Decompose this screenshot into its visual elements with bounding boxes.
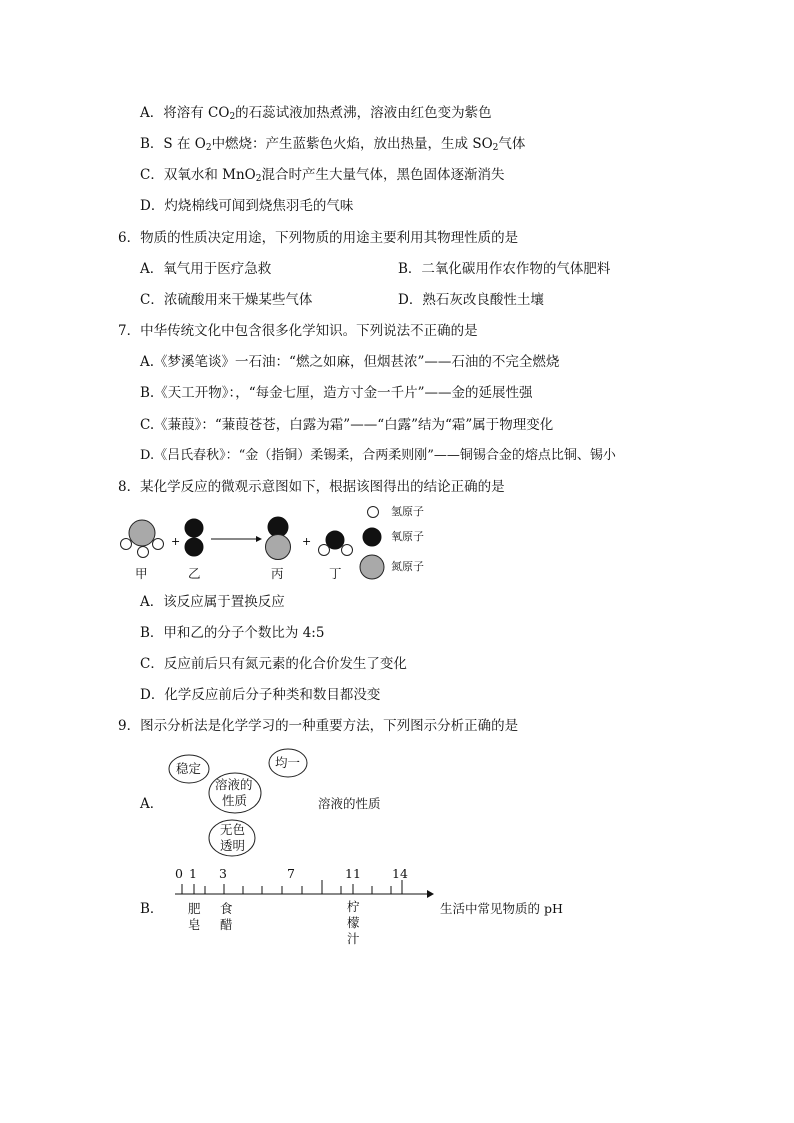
ph-tick-7: 7 (287, 866, 295, 881)
q9-stem: 9．图示分析法是化学学习的一种重要方法，下列图示分析正确的是 (118, 718, 519, 734)
q5-option-a: A．将溶有 $CO_2$的石蕊试液加热煮沸，溶液由红色变为紫色 (140, 105, 492, 122)
q8-option-c: C．反应前后只有氮元素的化合价发生了变化 (140, 656, 407, 672)
q7-option-c: C.《蒹葭》：“蒹葭苍苍，白露为霜”——“白露”结为“霜”属于物理变化 (140, 417, 554, 433)
q9-a-caption: 溶液的性质 (318, 796, 381, 811)
reaction-arrow (211, 536, 262, 542)
legend-o-label: 氧原子 (391, 530, 424, 543)
item-lemon-2: 檬 (347, 915, 360, 930)
molecule-yi (185, 519, 203, 556)
ph-tick-1: 1 (189, 866, 197, 881)
molecule-jia (121, 520, 164, 558)
legend-h-label: 氢原子 (391, 505, 424, 518)
q5-option-d: D．灼烧棉线可闻到烧焦羽毛的气味 (140, 198, 354, 214)
q6-option-a: A．氧气用于医疗急救 (140, 261, 272, 277)
q7-option-a: A.《梦溪笔谈》一石油：“燃之如麻，但烟甚浓”——石油的不完全燃烧 (140, 354, 560, 370)
item-soap-1: 肥 (188, 901, 201, 916)
bubble-stable-text: 稳定 (176, 761, 202, 776)
item-lemon-1: 柠 (347, 899, 360, 914)
q9-b-caption: 生活中常见物质的 pH (440, 901, 563, 916)
q7-stem: 7．中华传统文化中包含很多化学知识。下列说法不正确的是 (118, 323, 478, 339)
item-vinegar-2: 醋 (220, 917, 233, 932)
q7-option-d: D.《吕氏春秋》：“金（指铜）柔锡柔，合两柔则刚”——铜锡合金的熔点比铜、锡小 (140, 448, 616, 463)
bubble-clear-text-1: 无色 (220, 822, 246, 837)
molecule-ding (319, 531, 353, 556)
bubble-clear-text-2: 透明 (220, 838, 246, 853)
q8-option-b: B．甲和乙的分子个数比为 4:5 (140, 625, 325, 641)
ph-tick-0: 0 (175, 866, 183, 881)
q6-option-d: D．熟石灰改良酸性土壤 (398, 292, 544, 308)
q9-option-a-label: A． (140, 796, 164, 812)
ph-tick-3: 3 (219, 866, 227, 881)
q5-option-b: B．S 在 $O_2$中燃烧：产生蓝紫色火焰，放出热量，生成 $SO_2$气体 (140, 136, 526, 153)
q8-option-a: A．该反应属于置换反应 (140, 594, 285, 610)
label-jia: 甲 (135, 566, 148, 581)
q6-option-c: C．浓硫酸用来干燥某些气体 (140, 292, 313, 308)
legend-o-swatch (363, 528, 381, 546)
q6-stem: 6．物质的性质决定用途，下列物质的用途主要利用其物理性质的是 (118, 230, 519, 246)
label-ding: 丁 (329, 566, 342, 581)
label-yi: 乙 (188, 566, 201, 581)
legend-n-label: 氮原子 (391, 560, 424, 573)
q7-option-b: B.《天工开物》：，“每金七厘，造方寸金一千片”——金的延展性强 (140, 385, 533, 401)
atom-legend (360, 507, 384, 580)
ph-tick-14: 14 (392, 866, 408, 881)
legend-h-swatch (368, 507, 379, 518)
q9-option-b-label: B． (140, 901, 164, 917)
label-bing: 丙 (271, 566, 284, 581)
plus-1: + (171, 535, 181, 548)
molecule-bing (266, 517, 291, 560)
bubble-uniform-text: 均一 (275, 755, 301, 770)
legend-n-swatch (360, 555, 384, 579)
q8-option-d: D．化学反应前后分子种类和数目都没变 (140, 687, 381, 703)
q8-stem: 8．某化学反应的微观示意图如下，根据该图得出的结论正确的是 (118, 479, 505, 495)
ph-tick-11: 11 (345, 866, 361, 881)
item-vinegar-1: 食 (220, 901, 233, 916)
q6-option-b: B．二氧化碳用作农作物的气体肥料 (398, 261, 611, 277)
item-soap-2: 皂 (188, 917, 201, 932)
plus-2: + (302, 535, 312, 548)
bubble-center-text-2: 性质 (222, 793, 248, 808)
item-lemon-3: 汁 (347, 931, 360, 946)
q5-option-c: C．双氧水和 MnO$_2$混合时产生大量气体，黑色固体逐渐消失 (140, 167, 505, 184)
bubble-center-text-1: 溶液的 (215, 777, 253, 792)
